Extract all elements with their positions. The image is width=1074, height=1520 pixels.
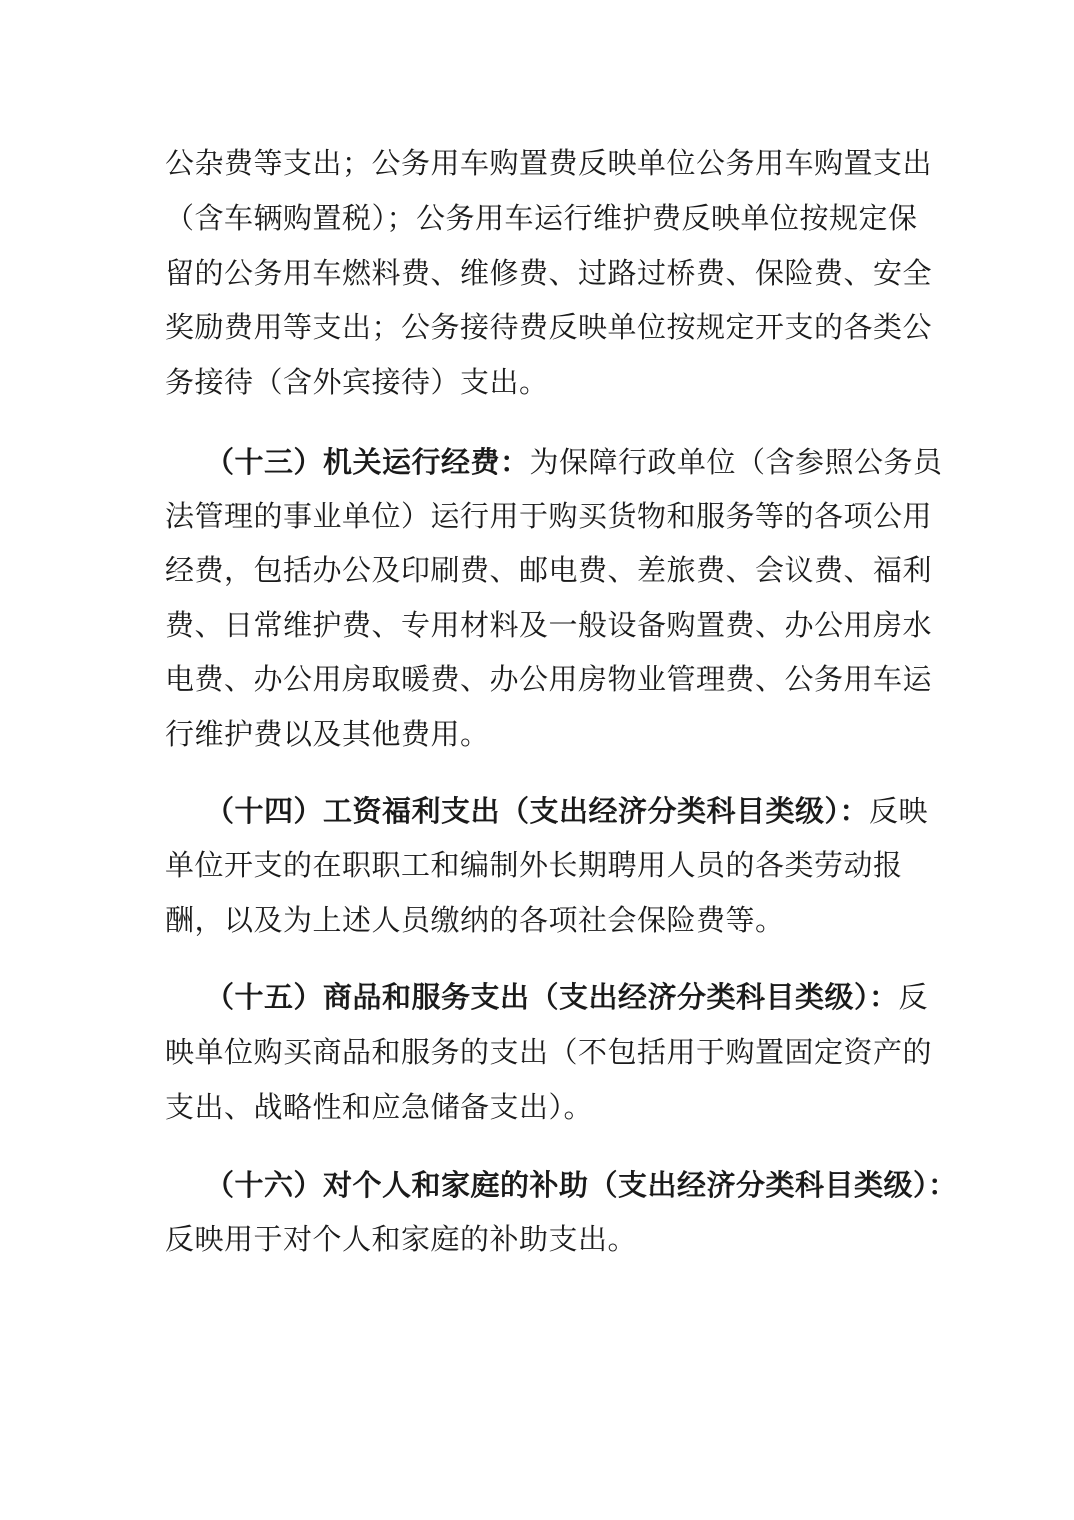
- paragraph-line: （含车辆购置税）；公务用车运行维护费反映单位按规定保: [165, 201, 918, 235]
- paragraph-line: 单位开支的在职职工和编制外长期聘用人员的各类劳动报: [165, 848, 903, 882]
- section-15-colon: ：: [869, 980, 899, 1014]
- section-13-first-text: 为保障行政单位（含参照公务员: [529, 445, 943, 479]
- section-15-first-text: 反: [898, 980, 929, 1014]
- section-16-heading: （十六）对个人和家庭的补助（支出经济分类科目类级）: [205, 1168, 929, 1202]
- section-14-first-text: 反映: [869, 794, 929, 828]
- paragraph-line: 费、日常维护费、专用材料及一般设备购置费、办公用房水: [165, 608, 933, 642]
- section-16-first-line: [205, 1163, 958, 1207]
- paragraph-line: 留的公务用车燃料费、维修费、过路过桥费、保险费、安全: [165, 256, 933, 290]
- section-16-colon: ：: [928, 1168, 958, 1202]
- section-14-colon: ：: [839, 794, 870, 828]
- section-15-first-line: [205, 975, 929, 1019]
- paragraph-line: 反映用于对个人和家庭的补助支出。: [165, 1222, 638, 1256]
- paragraph-line: 映单位购买商品和服务的支出（不包括用于购置固定资产的: [165, 1035, 933, 1069]
- paragraph-line: 奖励费用等支出；公务接待费反映单位按规定开支的各类公: [165, 310, 933, 344]
- paragraph-line: 支出、战略性和应急储备支出）。: [165, 1090, 594, 1124]
- paragraph-line: 经费，包括办公及印刷费、邮电费、差旅费、会议费、福利: [165, 553, 933, 587]
- paragraph-line: 法管理的事业单位）运行用于购买货物和服务等的各项公用: [165, 499, 933, 533]
- paragraph-line: 务接待（含外宾接待）支出。: [165, 365, 549, 399]
- section-13-heading: （十三）机关运行经费: [205, 445, 501, 479]
- section-13-colon: ：: [500, 445, 530, 479]
- paragraph-line: 电费、办公用房取暖费、办公用房物业管理费、公务用车运: [165, 662, 933, 696]
- paragraph-line: 公杂费等支出；公务用车购置费反映单位公务用车购置支出: [165, 146, 933, 180]
- section-14-heading: （十四）工资福利支出（支出经济分类科目类级）: [205, 794, 840, 828]
- paragraph-line: 酬，以及为上述人员缴纳的各项社会保险费等。: [165, 903, 785, 937]
- paragraph-line: 行维护费以及其他费用。: [165, 717, 490, 751]
- section-15-heading: （十五）商品和服务支出（支出经济分类科目类级）: [205, 980, 870, 1014]
- section-13-first-line: [205, 440, 943, 484]
- section-14-first-line: [205, 789, 929, 833]
